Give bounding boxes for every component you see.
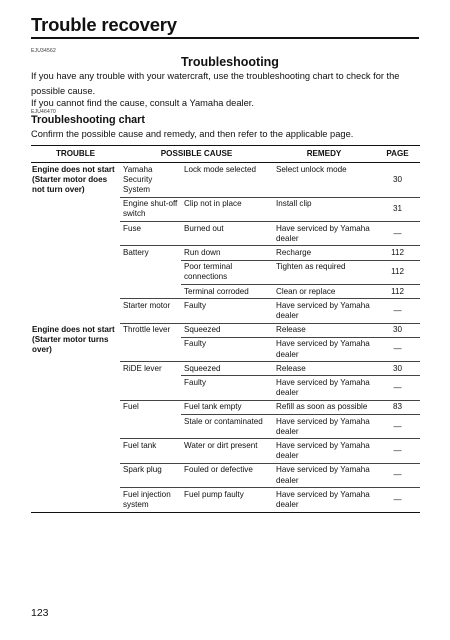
cause-category: Engine shut-off switch [120, 197, 181, 221]
header-remedy: REMEDY [273, 146, 375, 163]
section-title-text: Troubleshooting [181, 55, 279, 69]
cause-detail: Stale or contaminated [181, 415, 273, 439]
header-page: PAGE [375, 146, 420, 163]
page-ref: 31 [375, 197, 420, 221]
cause-detail: Water or dirt present [181, 439, 273, 463]
remedy: Have serviced by Yamaha dealer [273, 376, 375, 400]
chart-title: Troubleshooting chart [31, 114, 145, 126]
table-row [31, 163, 420, 198]
section-title [0, 55, 450, 69]
header-trouble: TROUBLE [31, 146, 120, 163]
remedy: Select unlock mode [273, 163, 375, 198]
page-ref: — [375, 439, 420, 463]
cause-category [120, 376, 181, 400]
page-ref: 30 [375, 362, 420, 376]
cause-detail: Fouled or defective [181, 463, 273, 487]
page-ref: 112 [375, 246, 420, 260]
remedy: Have serviced by Yamaha dealer [273, 463, 375, 487]
page-ref: — [375, 376, 420, 400]
page-number: 123 [31, 607, 49, 619]
trouble-starter-not-turning: Engine does not start (Starter motor does not turn over) [32, 164, 115, 194]
cause-detail: Squeezed [181, 323, 273, 337]
page-ref: 83 [375, 400, 420, 414]
chart-code: EJU46470 [31, 109, 56, 115]
page-ref: — [375, 415, 420, 439]
remedy: Install clip [273, 197, 375, 221]
cause-category [120, 337, 181, 361]
remedy: Clean or replace [273, 285, 375, 299]
table-header-row [31, 146, 420, 163]
page-ref: — [375, 463, 420, 487]
cause-detail: Fuel tank empty [181, 400, 273, 414]
remedy: Release [273, 362, 375, 376]
remedy: Have serviced by Yamaha dealer [273, 222, 375, 246]
cause-category: Battery [123, 247, 149, 257]
cause-category [120, 415, 181, 439]
section-intro-dealer: If you cannot find the cause, consult a Yamaha dealer. [31, 98, 254, 108]
remedy: Have serviced by Yamaha dealer [273, 415, 375, 439]
section-code: EJU34562 [31, 48, 56, 54]
remedy: Have serviced by Yamaha dealer [273, 488, 375, 512]
table-row [31, 323, 420, 337]
cause-category: Fuel tank [120, 439, 181, 463]
header-possible-cause: POSSIBLE CAUSE [120, 146, 273, 163]
cause-category: Fuse [120, 222, 181, 246]
remedy: Have serviced by Yamaha dealer [273, 439, 375, 463]
cause-detail: Terminal corroded [181, 285, 273, 299]
page-ref: — [375, 337, 420, 361]
cause-detail: Clip not in place [181, 197, 273, 221]
cause-category: Starter motor [120, 299, 181, 323]
cause-detail: Run down [181, 246, 273, 260]
remedy: Recharge [273, 246, 375, 260]
remedy: Have serviced by Yamaha dealer [273, 337, 375, 361]
page-ref: — [375, 299, 420, 323]
section-intro-paragraph: If you have any trouble with your watercraft, use the troubleshooting chart to check for the possible cause. [31, 71, 400, 96]
cause-category [120, 260, 181, 284]
remedy: Refill as soon as possible [273, 400, 375, 414]
cause-category: Fuel [123, 402, 139, 412]
troubleshooting-table [31, 145, 420, 513]
chart-intro: Confirm the possible cause and remedy, and then refer to the applicable page. [31, 129, 354, 139]
cause-category: Yamaha Security System [120, 163, 181, 198]
cause-category: Fuel injection system [120, 488, 181, 512]
cause-detail: Burned out [181, 222, 273, 246]
page-ref: 112 [375, 285, 420, 299]
page-ref: 30 [375, 163, 420, 198]
header-rule [31, 37, 419, 39]
page-ref: 112 [375, 260, 420, 284]
cause-detail: Lock mode selected [181, 163, 273, 198]
page-header-title: Trouble recovery [31, 14, 177, 35]
trouble-starter-turning: Engine does not start (Starter motor turns over) [31, 323, 120, 512]
cause-detail: Faulty [181, 337, 273, 361]
cause-detail: Faulty [181, 299, 273, 323]
remedy: Tighten as required [273, 260, 375, 284]
cause-detail: Squeezed [181, 362, 273, 376]
page-ref: 30 [375, 323, 420, 337]
cause-detail: Faulty [181, 376, 273, 400]
page-ref: — [375, 222, 420, 246]
cause-category: Spark plug [120, 463, 181, 487]
cause-category [120, 285, 181, 299]
remedy: Release [273, 323, 375, 337]
cause-detail: Poor terminal connections [181, 260, 273, 284]
cause-category: Throttle lever [123, 325, 171, 335]
cause-category: RiDE lever [123, 363, 162, 373]
cause-detail: Fuel pump faulty [181, 488, 273, 512]
remedy: Have serviced by Yamaha dealer [273, 299, 375, 323]
page-ref: — [375, 488, 420, 512]
